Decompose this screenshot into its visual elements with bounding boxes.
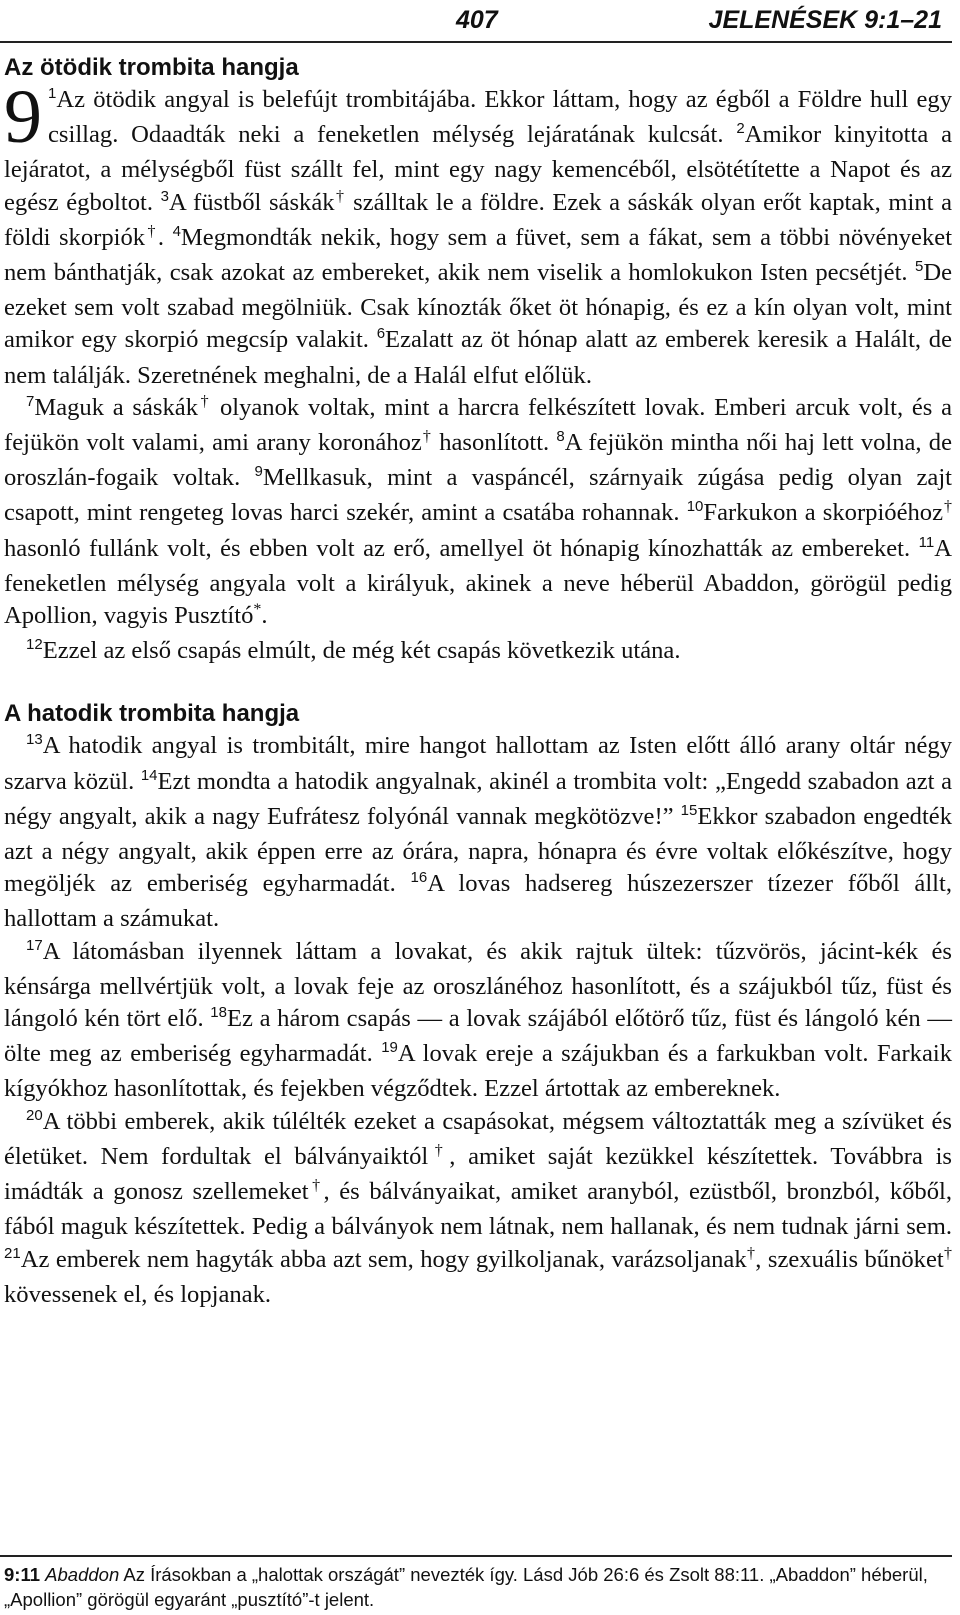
verse-text: A lovak ereje a szájukban és a farkukban volt. Farkaik kígyókhoz hasonlítottak, és fejekben végződtek. Ezzel ártottak az embereknek.	[4, 1040, 953, 1103]
chapter-reference: JELENÉSEK 9:1–21	[708, 6, 942, 34]
verse-text: olyanok voltak, mint a harcra felkészített lovak. Emberi arcuk volt, és a fejükön volt valami, ami arany koronához	[4, 393, 952, 457]
verse-text: Mellkasuk, mint a vaspáncél, szárnyaik zúgása pedig olyan zajt csapott, mint rengeteg lovas harci szekér, amint a csatába rohannak.	[4, 464, 952, 527]
verse-number: 18	[210, 1004, 227, 1022]
footnote-rule	[0, 1555, 952, 1557]
verse-number: 3	[160, 187, 169, 205]
section-heading-fifth-trumpet: Az ötödik trombita hangja	[4, 54, 299, 81]
footnote-mark: *	[253, 601, 262, 619]
paragraph-5	[4, 936, 952, 1106]
chapter-number: 9	[4, 75, 42, 159]
verse-number: 7	[26, 392, 35, 410]
verse-number: 5	[914, 258, 924, 276]
verse-text: A lovas hadsereg húszezerszer tízezer főből állt, hallottam a számukat.	[4, 870, 952, 933]
running-head	[0, 6, 952, 40]
paragraph-6	[4, 1106, 952, 1311]
verse-number: 13	[26, 731, 43, 749]
verse-text: A látomásban ilyennek láttam a lovakat, és akik rajtuk ültek: tűzvörös, jácint-kék és kénsárga mellvértjük volt, a lovak feje az oroszlánéhoz hasonlított, és a szájukból tűz, füst és lángoló kén tört elő.	[4, 937, 952, 1033]
verse-number: 21	[4, 1244, 21, 1262]
paragraph-2	[4, 392, 952, 635]
verse-text: Ez a három csapás — a lovak szájából előtörő tűz, füst és lángoló kén — ölte meg az emberiség egyharmadát.	[4, 1005, 952, 1068]
verse-text: Amikor kinyitotta a lejáratot, a mélységből füst szállt fel, mint egy nagy kemencéből, elsötétítette a Napot és az egész égboltot.	[4, 121, 952, 216]
glossary-mark: †	[198, 392, 212, 410]
verse-text: szálltak le a földre. Ezek a sáskák olyan erőt kaptak, mint a földi skorpiók	[4, 188, 953, 251]
verse-text: Az ötödik angyal is belefújt trombitájába. Ekkor láttam, hogy az égből a Földre hull egy csillag. Odaadták neki a feneketlen mélység lejáratának kulcsát.	[48, 86, 952, 149]
glossary-mark: †	[943, 498, 952, 516]
verse-text: , szexuális bűnöket	[755, 1245, 944, 1273]
glossary-mark: †	[421, 428, 432, 446]
header-rule	[0, 41, 952, 43]
verse-text: kövessenek el, és lopjanak.	[4, 1280, 272, 1308]
verse-text: Farkukon a skorpióéhoz	[703, 499, 944, 527]
verse-text: De ezeket sem volt szabad megölniük. Csak kínozták őket öt hónapig, és ez a kín olyan volt, mint amikor egy skorpió megcsíp valakit.	[4, 259, 952, 354]
verse-number: 4	[172, 222, 181, 240]
glossary-mark: †	[428, 1141, 450, 1159]
verse-number: 2	[736, 120, 745, 138]
footnote	[4, 1562, 952, 1612]
verse-text: Ekkor szabadon engedték azt a négy angyalt, akik éppen erre az órára, napra, hónapra és évre voltak előkészítve, hogy megöljék az emberiség egyharmadát.	[4, 802, 952, 898]
verse-number: 16	[410, 869, 428, 887]
page-number: 407	[456, 6, 498, 34]
glossary-mark: †	[308, 1177, 324, 1195]
main-text	[4, 52, 952, 1311]
verse-text: hasonló fullánk volt, és ebben volt az erő, amellyel öt hónapig kínozhatták az embereket.	[4, 534, 919, 562]
verse-text: A hatodik angyal is trombitált, mire hangot hallottam az Isten előtt álló arany oltár négy szarva közül.	[4, 732, 952, 795]
verse-text: A többi emberek, akik túlélték ezeket a csapásokat, mégsem változtatták meg a szívüket és életüket. Nem fordultak el bálványaiktól	[4, 1107, 952, 1170]
verse-text: , amiket saját kezükkel készítettek. Továbbra is imádták a gonosz szellemeket	[4, 1142, 952, 1206]
verse-number: 1	[48, 85, 57, 102]
verse-text: Ezalatt az öt hónap alatt az emberek keresik a Halált, de nem találják. Szeretnének meghalni, de a Halál elfut előlük.	[4, 326, 953, 389]
glossary-mark: †	[746, 1244, 756, 1262]
footnote-text: Az Írásokban a „halottak országát” nevezték így. Lásd Jób 26:6 és Zsolt 88:11. „Abaddon” héberül, „Apollion” görögül egyaránt „pusztító”-t jelent.	[4, 1564, 928, 1610]
verse-number: 20	[26, 1106, 43, 1124]
verse-number: 8	[556, 428, 565, 446]
verse-text: A feneketlen mélység angyala volt a királyuk, akinek a neve héberül Abaddon, görögül pedig Apollion, vagyis Pusztító	[4, 534, 952, 630]
verse-text: Az emberek nem hagyták abba azt sem, hogy gyilkoljanak, varázsoljanak	[20, 1245, 747, 1273]
paragraph-1	[4, 75, 953, 392]
verse-text: A füstből sáskák	[168, 188, 335, 216]
verse-text: Ezt mondta a hatodik angyalnak, akinél a trombita volt: „Engedd szabadon azt a négy angyalt, akik a nagy Eufrátesz folyónál vannak megkötözve!”	[4, 767, 953, 830]
section-heading-sixth-trumpet: A hatodik trombita hangja	[4, 700, 300, 728]
verse-number: 14	[140, 766, 158, 784]
verse-number: 15	[680, 801, 698, 819]
verse-number: 19	[381, 1039, 398, 1057]
verse-text: Ezzel az első csapás elmúlt, de még két csapás következik utána.	[42, 637, 681, 665]
verse-text: .	[261, 602, 268, 630]
verse-text: A fejükön mintha női haj lett volna, de oroszlán-fogaik voltak.	[4, 429, 952, 492]
verse-number: 11	[918, 533, 935, 551]
verse-number: 6	[376, 325, 386, 343]
footnote-term: Abaddon	[45, 1564, 120, 1585]
verse-number: 9	[254, 463, 263, 481]
verse-number: 17	[26, 936, 43, 954]
glossary-mark: †	[943, 1244, 953, 1262]
verse-text: Maguk a sáskák	[34, 393, 199, 421]
verse-text: , és bálványaikat, amiket aranyból, ezüstből, bronzból, kőből, fából maguk készítettek. Pedig a bálványok nem látnak, nem hallanak, és nem tudnak járni sem.	[4, 1178, 952, 1241]
verse-text: Megmondták nekik, hogy sem a füvet, sem a fákat, sem a többi növényeket nem bánthatják, csak azokat az embereket, akik nem viselik a homlokukon Isten pecsétjét.	[4, 223, 953, 287]
paragraph-4	[4, 730, 952, 935]
glossary-mark: †	[334, 187, 346, 205]
footnote-reference: 9:11	[4, 1564, 41, 1585]
verse-text: hasonlított.	[431, 429, 557, 457]
verse-number: 10	[686, 498, 704, 516]
verse-number: 12	[26, 636, 43, 654]
verse-text: .	[157, 223, 173, 251]
paragraph-3	[4, 635, 952, 670]
glossary-mark: †	[145, 222, 158, 240]
